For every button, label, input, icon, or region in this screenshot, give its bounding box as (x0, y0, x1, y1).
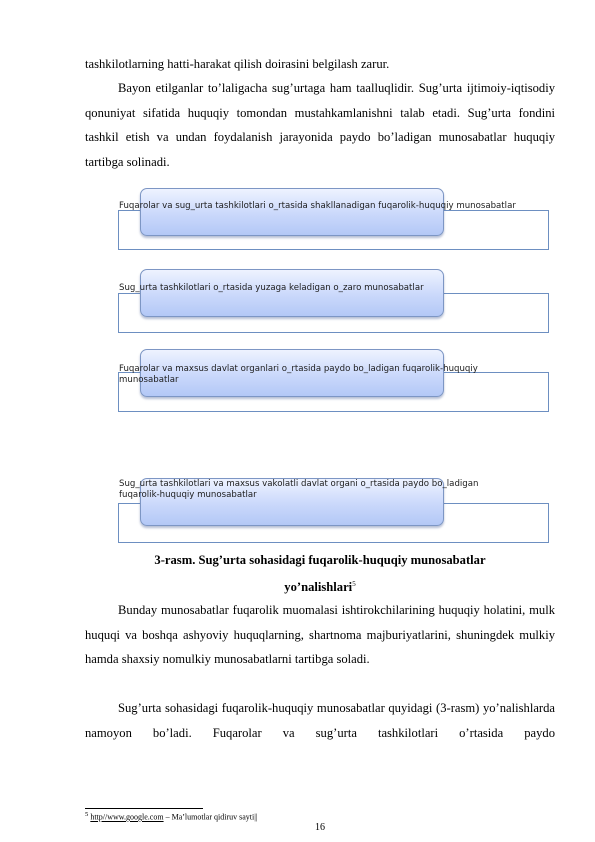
figure-caption-line2 (85, 572, 555, 599)
page-number: 16 (315, 822, 325, 833)
diagram-box-4-label: Sug_urta tashkilotlari va maxsus vakolatli davlat organi o_rtasida paydo bo_ladigan fuqarolik-huquqiy munosabatlar (119, 479, 479, 500)
figure-caption (85, 548, 555, 599)
footnote-reference: 5 (352, 580, 356, 588)
figure-caption-line1: 3-rasm. Sug’urta sohasidagi fuqarolik-huquqiy munosabatlar (154, 553, 486, 567)
footnote-separator (85, 808, 203, 809)
footnote-link[interactable]: http//www.google.com (90, 812, 164, 822)
footnote-text: – Ma’lumotlar qidiruv sayti|| (163, 812, 258, 822)
diagram-box-2-label: Sug_urta tashkilotlari o_rtasida yuzaga keladigan o_zaro munosabatlar (119, 283, 424, 293)
diagram-box-1-label: Fuqarolar va sug_urta tashkilotlari o_rtasida shakllanadigan fuqarolik-huquqiy munosabatlar (119, 201, 516, 211)
footnote (85, 810, 257, 823)
paragraph-directions: Sug’urta sohasidagi fuqarolik-huquqiy munosabatlar quyidagi (3-rasm) yo’nalishlarda namoyon bo’ladi. Fuqarolar va sug’urta tashkilotlari o’rtasida paydo (85, 701, 555, 740)
diagram-box-3-label: Fuqarolar va maxsus davlat organlari o_rtasida paydo bo_ladigan fuqarolik-huquqiy munosabatlar (119, 364, 478, 385)
diagram-box-1 (140, 188, 444, 236)
figure-caption-line2-text: yo’nalishlari (284, 580, 353, 595)
paragraph-intro-end: tashkilotlarning hatti-harakat qilish doirasini belgilash zarur. (85, 57, 390, 71)
footnote-mark: 5 (85, 811, 89, 818)
paragraph-insurance-legal: Bayon etilganlar to’laligacha sug’urtaga ham taalluqlidir. Sug’urta ijtimoiy-iqtisodiy qonuniyat sifatida huquqiy tomondan mustahkamlanishni talab etadi. Sug’urta fondini tashkil etish va undan foydalanish jarayonida paydo bo’ladigan munosabatlar huquqiy tartibga solinadi. (85, 81, 555, 169)
paragraph-relations-scope: Bunday munosabatlar fuqarolik muomalasi ishtirokchilarining huquqiy holatini, mulk huquqi va boshqa ashyoviy huquqlarning, shartnoma majburiyatlarini, shuningdek mulkiy hamda shaxsiy nomulkiy munosabatlarni tartibga soladi. (85, 603, 555, 666)
